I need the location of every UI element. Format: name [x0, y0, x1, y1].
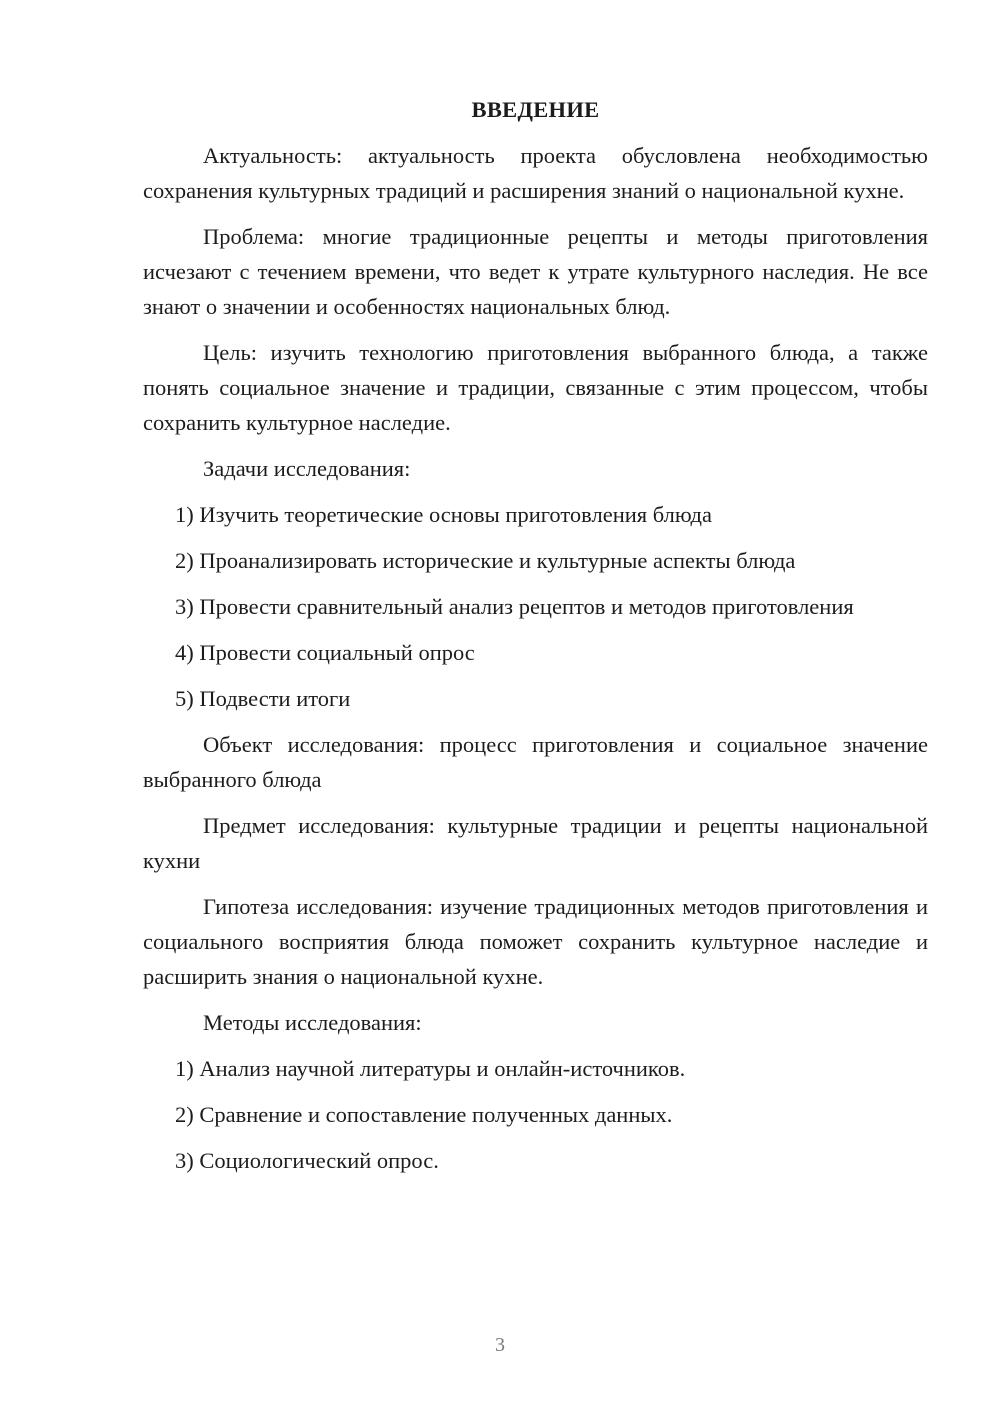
task-item-2: 2) Проанализировать исторические и культурные аспекты блюда: [175, 548, 796, 573]
task-item-4: 4) Провести социальный опрос: [175, 640, 475, 665]
task-item-3: 3) Провести сравнительный анализ рецептов и методов приготовления: [175, 594, 854, 619]
goal-paragraph: Цель: изучить технологию приготовления выбранного блюда, а также понять социальное значение и традиции, связанные с этим процессом, чтобы сохранить культурное наследие.: [143, 340, 928, 435]
method-item-2: 2) Сравнение и сопоставление полученных данных.: [175, 1102, 673, 1127]
method-item-1: 1) Анализ научной литературы и онлайн-источников.: [175, 1056, 686, 1081]
methods-heading: Методы исследования:: [203, 1010, 422, 1035]
hypothesis-paragraph: Гипотеза исследования: изучение традиционных методов приготовления и социального восприятия блюда поможет сохранить культурное наследие и расширить знания о национальной кухне.: [143, 894, 928, 989]
document-page: [143, 92, 928, 1189]
page-title: ВВЕДЕНИЕ: [471, 97, 600, 122]
problem-paragraph: Проблема: многие традиционные рецепты и методы приготовления исчезают с течением времени, что ведет к утрате культурного наследия. Не все знают о значении и особенностях национальных блюд.: [143, 224, 928, 319]
tasks-heading: Задачи исследования:: [203, 456, 411, 481]
subject-paragraph: Предмет исследования: культурные традиции и рецепты национальной кухни: [143, 813, 928, 873]
object-paragraph: Объект исследования: процесс приготовления и социальное значение выбранного блюда: [143, 732, 928, 792]
relevance-paragraph: Актуальность: актуальность проекта обусловлена необходимостью сохранения культурных традиций и расширения знаний о национальной кухне.: [143, 143, 928, 203]
method-item-3: 3) Социологический опрос.: [175, 1148, 439, 1173]
task-item-1: 1) Изучить теоретические основы приготовления блюда: [175, 502, 712, 527]
task-item-5: 5) Подвести итоги: [175, 686, 351, 711]
page-number: 3: [495, 1334, 505, 1356]
